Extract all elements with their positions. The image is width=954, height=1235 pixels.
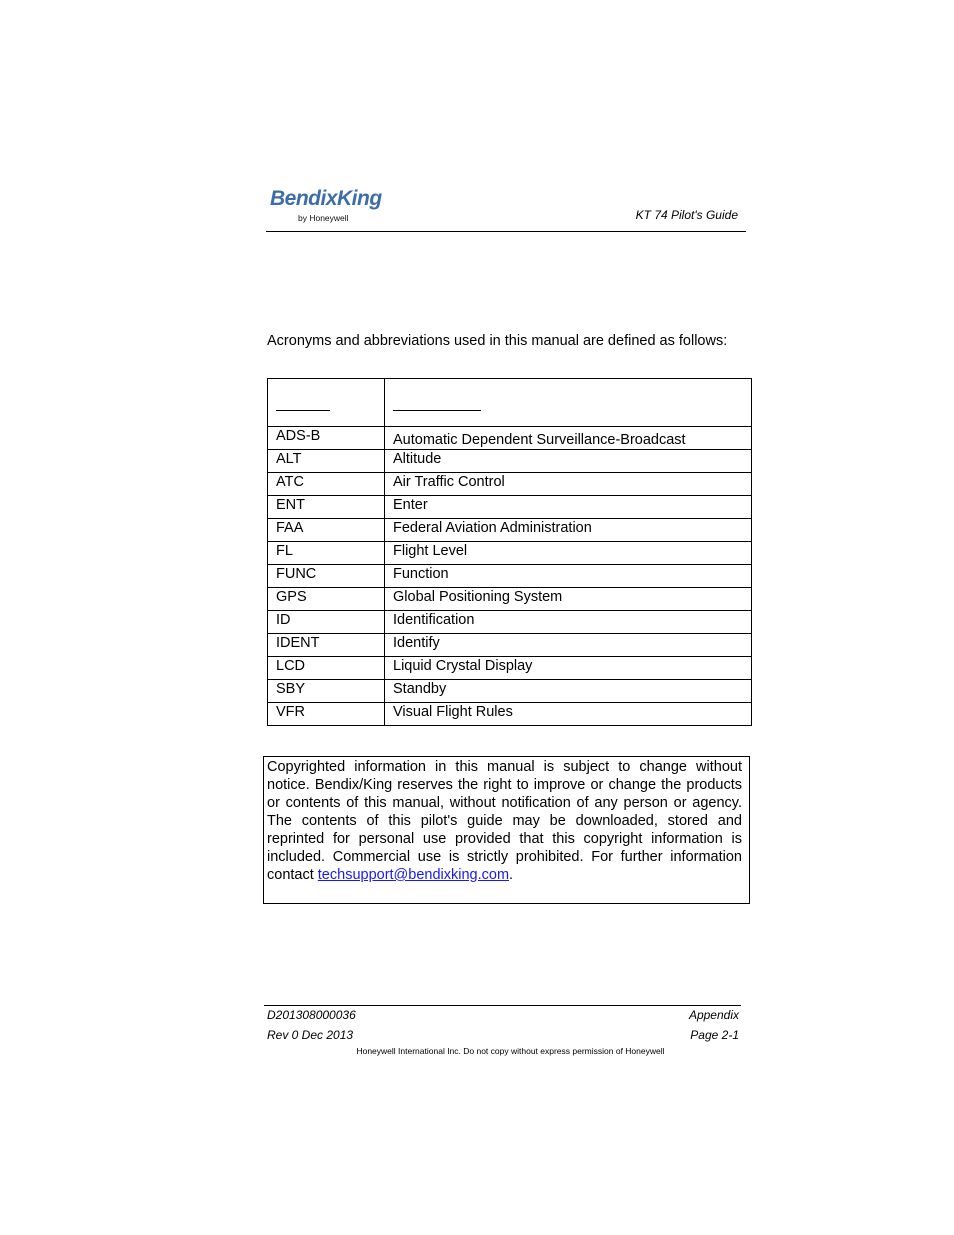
acronym-cell: ENT xyxy=(268,496,385,519)
logo-wordmark: BendixKing xyxy=(270,187,382,210)
definition-cell: Identification xyxy=(385,611,752,634)
acronym-cell: ALT xyxy=(268,450,385,473)
acronym-cell: ATC xyxy=(268,473,385,496)
acronym-cell: FUNC xyxy=(268,565,385,588)
definition-cell: Liquid Crystal Display xyxy=(385,657,752,680)
table-row xyxy=(268,634,752,657)
definition-cell: Automatic Dependent Surveillance-Broadcast xyxy=(385,427,752,450)
table-row xyxy=(268,519,752,542)
acronym-table xyxy=(267,378,752,726)
definition-cell: Function xyxy=(385,565,752,588)
definition-cell: Altitude xyxy=(385,450,752,473)
acronym-cell: FL xyxy=(268,542,385,565)
header-rule xyxy=(266,231,746,232)
definition-cell: Standby xyxy=(385,680,752,703)
table-header-row xyxy=(268,379,752,427)
definition-cell: Visual Flight Rules xyxy=(385,703,752,726)
definition-cell: Flight Level xyxy=(385,542,752,565)
table-row xyxy=(268,473,752,496)
table-row xyxy=(268,588,752,611)
copyright-box xyxy=(263,756,750,904)
copyright-body: Copyrighted information in this manual is subject to change without notice. Bendix/King reserves the right to improve or change the products or contents of this manual, without notification of any person or agency. The contents of this pilot's guide may be downloaded, stored and reprinted for personal use provided that this copyright information is included. Commercial use is strictly prohibited. For further information contact xyxy=(267,759,742,883)
table-row xyxy=(268,427,752,450)
copy-notice: Honeywell International Inc. Do not copy without express permission of Honeywell xyxy=(356,1046,665,1056)
definition-cell: Identify xyxy=(385,634,752,657)
section-name: Appendix xyxy=(688,1008,739,1022)
acronym-cell: ADS-B xyxy=(268,427,385,450)
acronym-cell: SBY xyxy=(268,680,385,703)
table-row xyxy=(268,450,752,473)
copyright-text xyxy=(267,758,742,884)
table-row xyxy=(268,657,752,680)
table-row xyxy=(268,565,752,588)
definition-cell: Enter xyxy=(385,496,752,519)
header-cell-definition xyxy=(385,379,752,427)
acronym-cell: IDENT xyxy=(268,634,385,657)
revision: Rev 0 Dec 2013 xyxy=(267,1028,354,1042)
table-row xyxy=(268,703,752,726)
logo-byline: by Honeywell xyxy=(298,213,349,223)
intro-paragraph: Acronyms and abbreviations used in this manual are defined as follows: xyxy=(267,333,728,349)
table-row xyxy=(268,542,752,565)
acronym-cell: LCD xyxy=(268,657,385,680)
definition-cell: Air Traffic Control xyxy=(385,473,752,496)
page-number: Page 2-1 xyxy=(690,1028,739,1042)
acronym-cell: FAA xyxy=(268,519,385,542)
footer-rule xyxy=(264,1005,741,1006)
doc-number: D201308000036 xyxy=(267,1008,356,1022)
copyright-period: . xyxy=(509,867,514,883)
header-title: KT 74 Pilot's Guide xyxy=(635,208,738,222)
table-row xyxy=(268,496,752,519)
bendixking-logo xyxy=(270,186,390,228)
table-row xyxy=(268,680,752,703)
acronym-cell: VFR xyxy=(268,703,385,726)
header-cell-abbreviation xyxy=(268,379,385,427)
table-row xyxy=(268,611,752,634)
definition-cell: Federal Aviation Administration xyxy=(385,519,752,542)
acronym-cell: GPS xyxy=(268,588,385,611)
definition-cell: Global Positioning System xyxy=(385,588,752,611)
acronym-cell: ID xyxy=(268,611,385,634)
support-email-link[interactable]: techsupport@bendixking.com xyxy=(317,867,510,883)
